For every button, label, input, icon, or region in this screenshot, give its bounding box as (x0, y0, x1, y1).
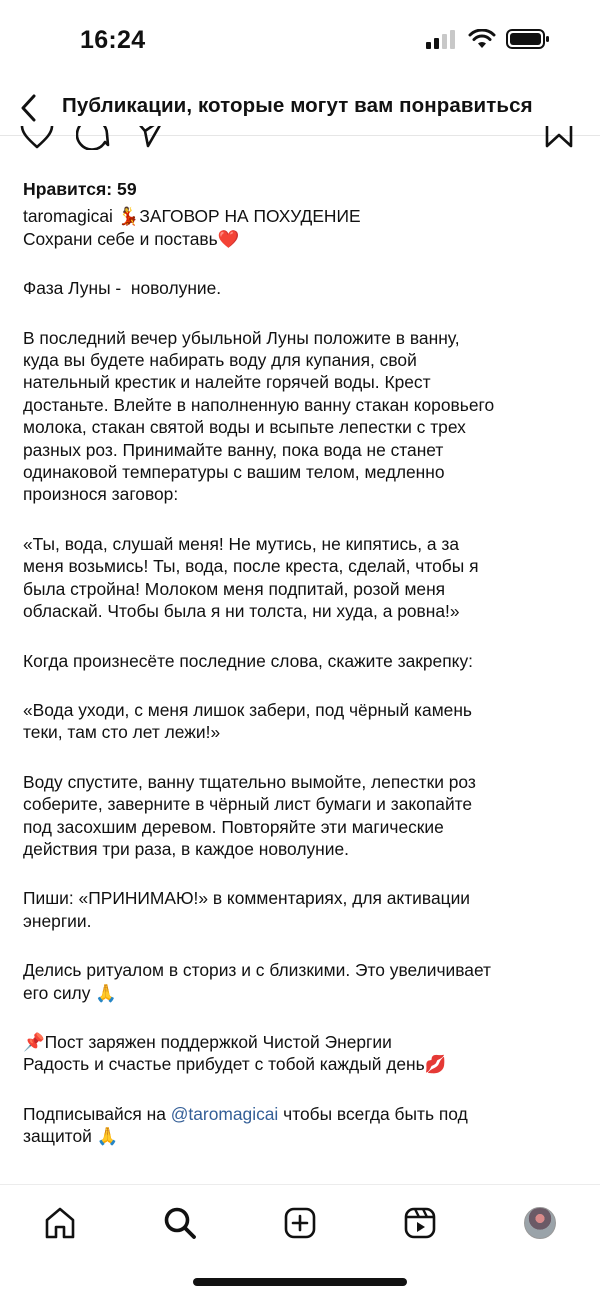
caption-paragraph: 💃ЗАГОВОР НА ПОХУДЕНИЕ Сохрани себе и поставь❤️ (23, 206, 361, 249)
bookmark-icon[interactable] (544, 126, 574, 150)
reels-icon (403, 1206, 437, 1240)
likes-count[interactable]: Нравится: 59 (23, 179, 137, 199)
caption-paragraph: «Ты, вода, слушай меня! Не мутись, не кипятись, а за меня возьмись! Ты, вода, после креста, сделай, чтобы я была стройна! Молоком меня подпитай, розой меня обласкай. Чтобы была я ни толста, ни худа, а ровна!» (23, 533, 479, 622)
caption-text: Подписывайся на (23, 1103, 171, 1124)
caption-paragraph: Фаза Луны - новолуние. (23, 278, 222, 299)
battery-icon (506, 28, 550, 50)
caption-last-paragraph (23, 1103, 583, 1148)
tab-create[interactable] (280, 1203, 320, 1243)
post-caption (23, 178, 583, 1175)
caption-paragraph: Когда произнесёте последние слова, скажите закрепку: (23, 650, 473, 671)
caption-paragraph: Пиши: «ПРИНИМАЮ!» в комментариях, для активации энергии. (23, 888, 471, 931)
comment-icon[interactable] (76, 126, 110, 150)
bottom-tab-bar (0, 1184, 600, 1300)
back-button[interactable] (12, 90, 44, 126)
status-icons (426, 28, 550, 50)
post-actions (0, 126, 600, 166)
caption-text: чтобы всегда быть под защитой 🙏 (23, 1103, 468, 1147)
caption-paragraph: Делись ритуалом в сториз и с близкими. Это увеличивает его силу 🙏 (23, 960, 491, 1003)
caption-paragraph: «Вода уходи, с меня лишок забери, под чёрный камень теки, там сто лет лежи!» (23, 699, 472, 743)
tab-profile[interactable] (520, 1203, 560, 1243)
caption-paragraph: В последний вечер убыльной Луны положите в ванну, куда вы будете набирать воду для купания, свой нательный крестик и налейте горячей воды. Крест достаньте. Влейте в наполненную ванну стакан коровьего молока, стакан святой воды и всыпьте лепестки с трех разных роз. Принимайте ванну, пока вода не станет одинаковой температуры с вашим телом, медленно произнося заговор: (23, 327, 495, 505)
create-icon (283, 1206, 317, 1240)
status-bar (0, 0, 600, 80)
home-icon (43, 1206, 77, 1240)
tab-search[interactable] (160, 1203, 200, 1243)
search-icon (163, 1206, 197, 1240)
status-time: 16:24 (80, 26, 146, 54)
home-indicator[interactable] (193, 1278, 407, 1286)
chevron-left-icon (19, 94, 37, 122)
heart-icon[interactable] (20, 126, 54, 150)
tab-home[interactable] (40, 1203, 80, 1243)
wifi-icon (468, 29, 496, 49)
send-icon[interactable] (132, 126, 166, 150)
account-mention-link[interactable]: @taromagicai (170, 1103, 279, 1124)
post-username[interactable]: taromagicai (23, 206, 113, 227)
tab-reels[interactable] (400, 1203, 440, 1243)
cellular-signal-icon (426, 29, 458, 49)
caption-paragraph: Воду спустите, ванну тщательно вымойте, лепестки роз соберите, заверните в чёрный лист бумаги и закопайте под засохшим деревом. Повторяйте эти магические действия три раза, в каждое новолуние. (23, 771, 476, 859)
profile-avatar (524, 1207, 556, 1239)
caption-first-paragraph (23, 205, 583, 250)
page-title: Публикации, которые могут вам понравиться (62, 94, 533, 117)
caption-paragraph: 📌Пост заряжен поддержкой Чистой Энергии Радость и счастье прибудет с тобой каждый день💋 (23, 1031, 447, 1075)
